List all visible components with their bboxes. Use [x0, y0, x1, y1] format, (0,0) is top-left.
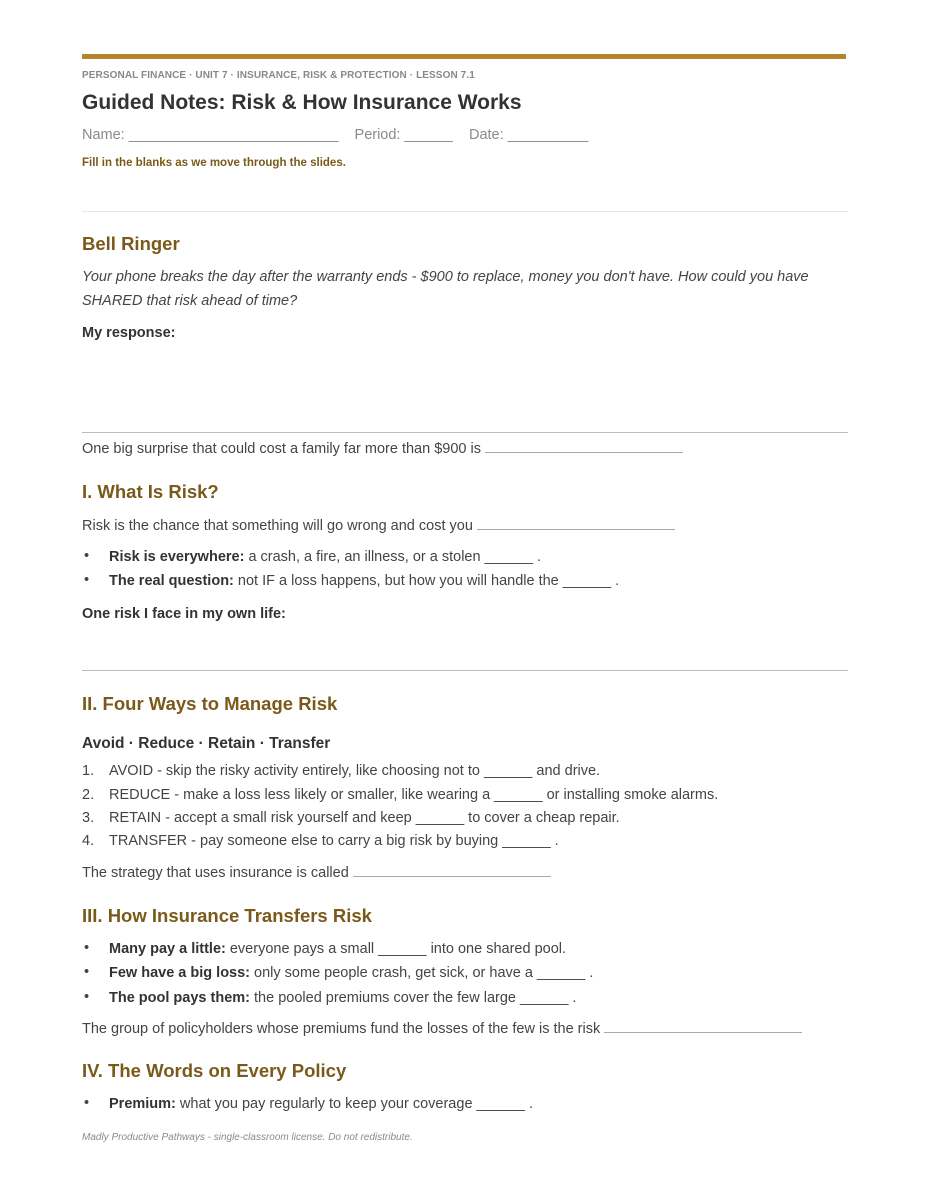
item-number: 4. — [82, 833, 95, 849]
section-4-heading: IV. The Words on Every Policy — [82, 1060, 347, 1081]
item-text: TRANSFER - pay someone else to carry a big risk by buying ______ . — [109, 833, 559, 849]
instruction-text: Fill in the blanks as we move through the slides. — [82, 157, 346, 169]
answer-blank[interactable] — [485, 438, 683, 453]
definition-text: Risk is the chance that something will go wrong and cost you — [82, 518, 473, 534]
bell-ringer-heading: Bell Ringer — [82, 233, 180, 254]
response-line[interactable] — [82, 432, 848, 433]
item-number: 3. — [82, 810, 95, 826]
own-risk-label: One risk I face in my own life: — [82, 606, 286, 622]
item-text: REDUCE - make a loss less likely or smaller, like wearing a ______ or installing smoke alarms. — [109, 787, 719, 803]
section-2-heading: II. Four Ways to Manage Risk — [82, 693, 338, 714]
bullet-text: not IF a loss happens, but how you will handle the ______ . — [233, 573, 620, 589]
bell-ringer-prompt: Your phone breaks the day after the warranty ends - $900 to replace, money you don't have. How could you have SHARED that risk ahead of time? — [82, 269, 809, 309]
item-text: AVOID - skip the risky activity entirely, like choosing not to ______ and drive. — [109, 763, 601, 779]
bullet-term: Many pay a little: — [109, 941, 226, 957]
fill-line-text: The group of policyholders whose premiums fund the losses of the few is the risk — [82, 1021, 601, 1037]
bullet-text: the pooled premiums cover the few large ______ . — [250, 990, 577, 1006]
answer-blank[interactable] — [353, 862, 551, 877]
bullet-icon: • — [84, 572, 90, 588]
name-period-date-line: Name: __________________________ Period: ______ Date: __________ — [82, 127, 589, 143]
bullet-term: Risk is everywhere: — [109, 549, 245, 565]
license-footer: Madly Productive Pathways - single-classroom license. Do not redistribute. — [82, 1132, 413, 1143]
bullet-icon: • — [84, 1095, 90, 1111]
response-line[interactable] — [82, 670, 848, 671]
strategies-subhead: Avoid · Reduce · Retain · Transfer — [82, 735, 331, 752]
bullet-icon: • — [84, 940, 90, 956]
item-text: RETAIN - accept a small risk yourself and keep ______ to cover a cheap repair. — [109, 810, 620, 826]
risk-pool-fill-line — [82, 1018, 802, 1037]
divider — [82, 211, 848, 212]
strategy-fill-line — [82, 862, 551, 881]
bullet-icon: • — [84, 989, 90, 1005]
section-3-heading: III. How Insurance Transfers Risk — [82, 905, 372, 926]
section-1-heading: I. What Is Risk? — [82, 481, 219, 502]
bullet-text: everyone pays a small ______ into one shared pool. — [225, 941, 567, 957]
bullet-text: what you pay regularly to keep your coverage ______ . — [175, 1096, 533, 1112]
bell-ringer-fill-line — [82, 438, 683, 457]
risk-definition-line — [82, 515, 675, 534]
fill-line-text: The strategy that uses insurance is called — [82, 865, 349, 881]
response-label: My response: — [82, 325, 176, 341]
fill-line-text: One big surprise that could cost a family far more than $900 is — [82, 441, 481, 457]
item-number: 1. — [82, 763, 95, 779]
top-accent-rule — [82, 54, 846, 59]
page-title: Guided Notes: Risk & How Insurance Works — [82, 91, 522, 114]
item-number: 2. — [82, 787, 95, 803]
answer-blank[interactable] — [604, 1018, 802, 1033]
lesson-kicker: PERSONAL FINANCE · UNIT 7 · INSURANCE, RISK & PROTECTION · LESSON 7.1 — [82, 70, 475, 81]
bullet-term: The real question: — [109, 573, 234, 589]
bullet-icon: • — [84, 964, 90, 980]
bullet-icon: • — [84, 548, 90, 564]
bullet-text: a crash, a fire, an illness, or a stolen ______ . — [244, 549, 542, 565]
worksheet-page — [82, 0, 847, 1200]
bullet-term: Few have a big loss: — [109, 965, 251, 981]
bullet-term: Premium: — [109, 1096, 176, 1112]
answer-blank[interactable] — [477, 515, 675, 530]
bullet-text: only some people crash, get sick, or have a ______ . — [250, 965, 594, 981]
bullet-term: The pool pays them: — [109, 990, 250, 1006]
